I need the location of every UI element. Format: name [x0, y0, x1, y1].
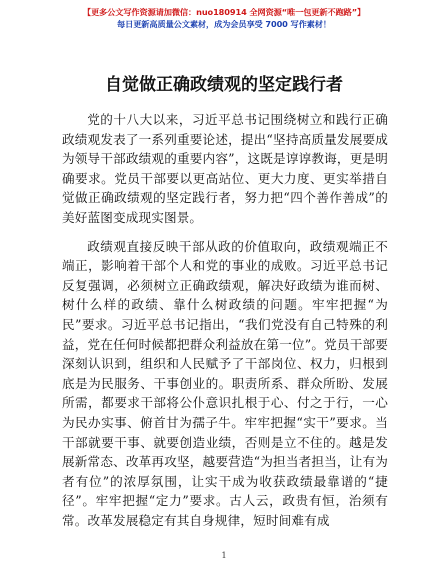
- document-title: 自觉做正确政绩观的坚定践行者: [105, 75, 343, 95]
- promo-banner: [0, 6, 448, 30]
- page-number: 1: [221, 551, 227, 560]
- body-paragraph-2: 政绩观直接反映干部从政的价值取向，政绩观端正不端正，影响着干部个人和党的事业的成败。习近平总书记反复强调，必须树立正确政绩观，解决好政绩为谁而树、树什么样的政绩、靠什么树政绩的问题。牢牢把握“为民”要求。习近平总书记指出，“我们党没有自己特殊的利益，党在任何时候都把群众利益放在第一位”。党员干部要深刻认识到，组织和人民赋予了干部岗位、权力，归根到底是为民服务、干事创业的。职责所系、群众所盼、发展所需，都要求干部将公仆意识扎根于心、付之于行，一心为民办实事、俯首甘为孺子牛。牢牢把握“实干”要求。当干部就要干事、就要创造业绩，否则是立不住的。越是发展新常态、改革再攻坚，越要营造“为担当者担当，让有为者有位”的浓厚氛围，让实干成为收获政绩最靠谱的“捷径”。牢牢把握“定力”要求。古人云，政贵有恒，治须有常。改革发展稳定有其自身规律，短时间难有成: [62, 238, 388, 528]
- promo-banner-line-2: 每日更新高质量公文素材，成为会员享受 7000 写作素材！: [117, 19, 331, 29]
- document-body: [62, 110, 388, 530]
- promo-banner-line-1: 【更多公文写作资源请加微信：nuo180914 全网资源“唯一包更新不跑路”】: [82, 7, 366, 17]
- body-paragraph-1: 党的十八大以来，习近平总书记围绕树立和践行正确政绩观发表了一系列重要论述，提出“坚持高质量发展要成为领导干部政绩观的重要内容”，这既是谆谆教诲，更是明确要求。党员干部要以更高站位、更大力度、更实举措自觉做正确政绩观的坚定践行者，努力把“四个善作善成”的美好蓝图变成现实图景。: [62, 112, 388, 225]
